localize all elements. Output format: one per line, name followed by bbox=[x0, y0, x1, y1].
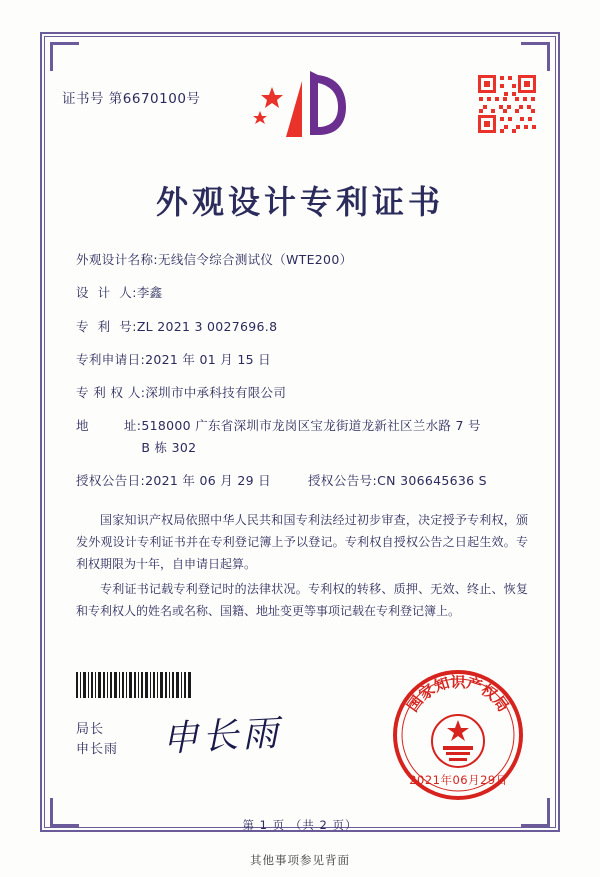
director-name: 申长雨 bbox=[76, 741, 119, 757]
national-emblem-icon bbox=[432, 715, 484, 767]
field-value: 深圳市中承科技有限公司 bbox=[145, 385, 287, 400]
director-block bbox=[76, 720, 118, 759]
field-application-date bbox=[76, 351, 532, 370]
field-design-name bbox=[76, 251, 532, 270]
field-grant-row bbox=[76, 472, 532, 491]
field-value: ZL 2021 3 0027696.8 bbox=[136, 318, 278, 334]
footer-note: 其他事项参见背面 bbox=[250, 853, 350, 867]
field-value: 李鑫 bbox=[136, 285, 163, 301]
field-grant-publication-number bbox=[308, 472, 532, 491]
field-value-wrapper bbox=[141, 417, 532, 458]
seal-date: 2021年06月29日 bbox=[409, 773, 508, 787]
field-patentee bbox=[76, 384, 532, 403]
director-signature: 申长雨 bbox=[161, 712, 284, 761]
field-value: 2021 年 01 月 15 日 bbox=[145, 351, 271, 367]
certificate-content bbox=[62, 55, 538, 624]
field-label: 专 利 权 人: bbox=[76, 385, 146, 400]
field-label: 设 计 人: bbox=[76, 285, 137, 301]
legal-text bbox=[76, 509, 528, 622]
field-value: 518000 广东省深圳市龙岗区宝龙街道龙新社区兰水路 7 号 bbox=[141, 418, 481, 434]
field-value: CN 306645636 S bbox=[377, 473, 487, 489]
field-address bbox=[76, 417, 532, 458]
certificate-number: 证书号 第6670100号 bbox=[62, 91, 201, 107]
field-label: 授权公告日: bbox=[76, 473, 146, 489]
director-label: 局长 bbox=[76, 722, 105, 737]
field-label: 授权公告号: bbox=[308, 473, 378, 489]
cnipa-logo-icon bbox=[252, 65, 362, 147]
page-number: 第 1 页 （共 2 页） bbox=[242, 818, 358, 832]
field-label: 专 利 号: bbox=[76, 318, 137, 334]
field-patent-number bbox=[76, 318, 532, 337]
field-designer bbox=[76, 284, 532, 303]
qr-code-icon bbox=[476, 73, 538, 135]
svg-text:国家知识产权局: 国家知识产权局 bbox=[403, 673, 513, 716]
legal-paragraph-1: 国家知识产权局依照中华人民共和国专利法经过初步审查，决定授予专利权，颁发外观设计专利证书并在专利登记簿上予以登记。专利权自授权公告之日起生效。专利权期限为十年，自申请日起算。 bbox=[76, 513, 528, 572]
legal-paragraph-2: 专利证书记载专利登记时的法律状况。专利权的转移、质押、无效、终止、恢复和专利权人的姓名或名称、国籍、地址变更等事项记载在专利登记簿上。 bbox=[76, 581, 528, 618]
field-value-line2: B 栋 302 bbox=[141, 440, 197, 455]
field-label: 外观设计名称: bbox=[76, 252, 159, 267]
field-value: 2021 年 06 月 29 日 bbox=[145, 473, 271, 489]
certificate-header bbox=[62, 55, 538, 147]
field-value: 无线信令综合测试仪（WTE200） bbox=[158, 252, 353, 267]
certificate-footer-block bbox=[62, 660, 538, 830]
page-title: 外观设计专利证书 bbox=[155, 183, 444, 221]
field-label: 地 址: bbox=[76, 418, 142, 434]
barcode-icon bbox=[76, 672, 191, 698]
field-grant-date bbox=[76, 472, 308, 491]
certificate-fields bbox=[76, 251, 532, 491]
field-label: 专利申请日: bbox=[76, 351, 146, 367]
